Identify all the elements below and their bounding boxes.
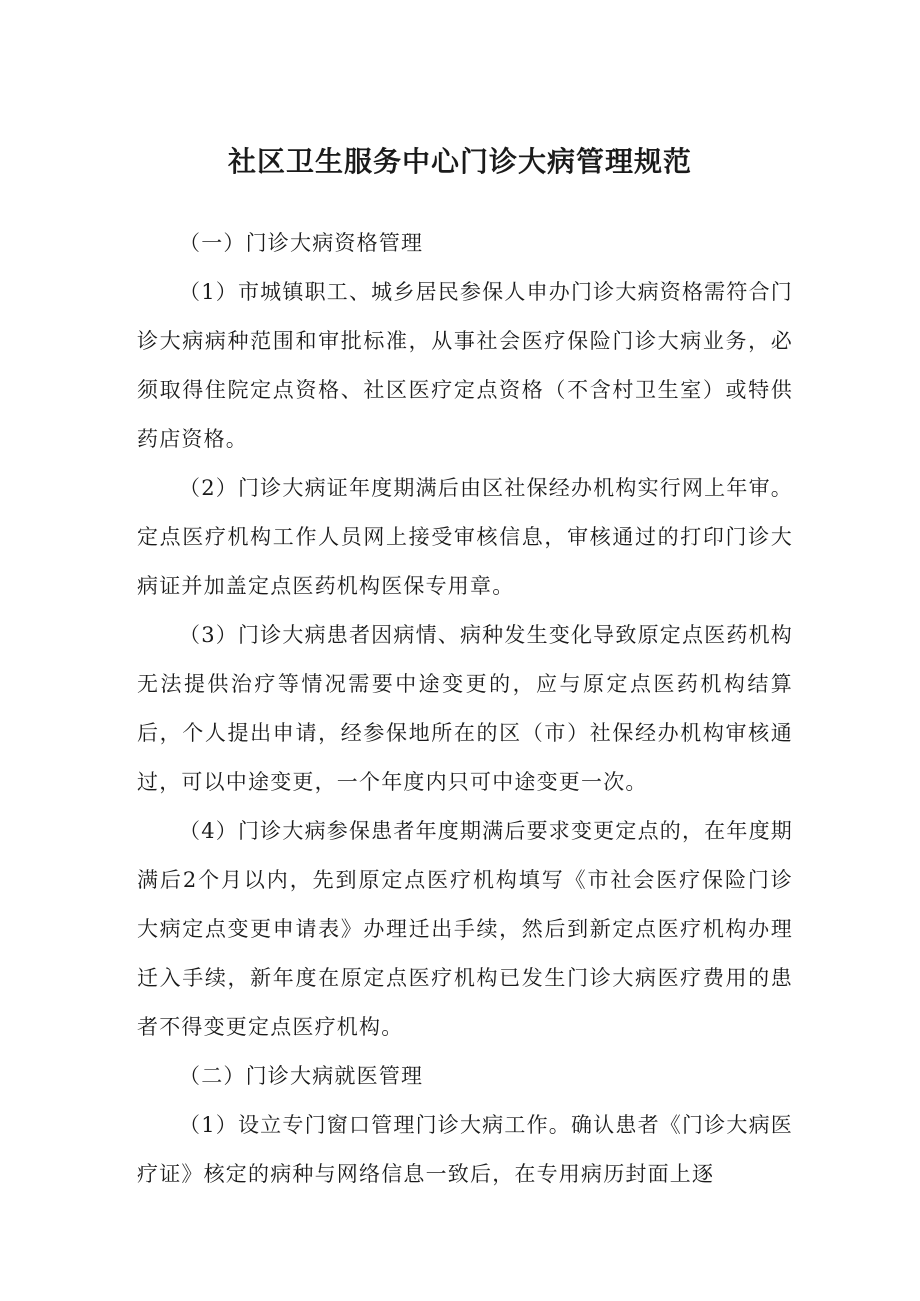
section-heading-2: （二）门诊大病就医管理 — [179, 1064, 424, 1088]
document-title: 社区卫生服务中心门诊大病管理规范 — [227, 145, 692, 178]
paragraph-1-2: （2）门诊大病证年度期满后由区社保经办机构实行网上年审。定点医疗机构工作人员网上接受审核信息，审核通过的打印门诊大病证并加盖定点医药机构医保专用章。 — [137, 476, 793, 598]
document-body — [137, 219, 793, 1199]
paragraph-1-3: （3）门诊大病患者因病情、病种发生变化导致原定点医药机构无法提供治疗等情况需要中途变更的，应与原定点医药机构结算后，个人提出申请，经参保地所在的区（市）社保经办机构审核通过，可以中途变更，一个年度内只可中途变更一次。 — [137, 623, 793, 794]
section-heading-1: （一）门诊大病资格管理 — [179, 231, 424, 255]
paragraph-2-1: （1）设立专门窗口管理门诊大病工作。确认患者《门诊大病医疗证》核定的病种与网络信息一致后，在专用病历封面上逐 — [137, 1113, 793, 1186]
paragraph-1-4: （4）门诊大病参保患者年度期满后要求变更定点的，在年度期满后2个月以内，先到原定点医疗机构填写《市社会医疗保险门诊大病定点变更申请表》办理迁出手续，然后到新定点医疗机构办理迁入手续，新年度在原定点医疗机构已发生门诊大病医疗费用的患者不得变更定点医疗机构。 — [137, 819, 793, 1039]
paragraph-1-1: （1）市城镇职工、城乡居民参保人申办门诊大病资格需符合门诊大病病种范围和审批标准，从事社会医疗保险门诊大病业务，必须取得住院定点资格、社区医疗定点资格（不含村卫生室）或特供药店资格。 — [137, 280, 793, 451]
